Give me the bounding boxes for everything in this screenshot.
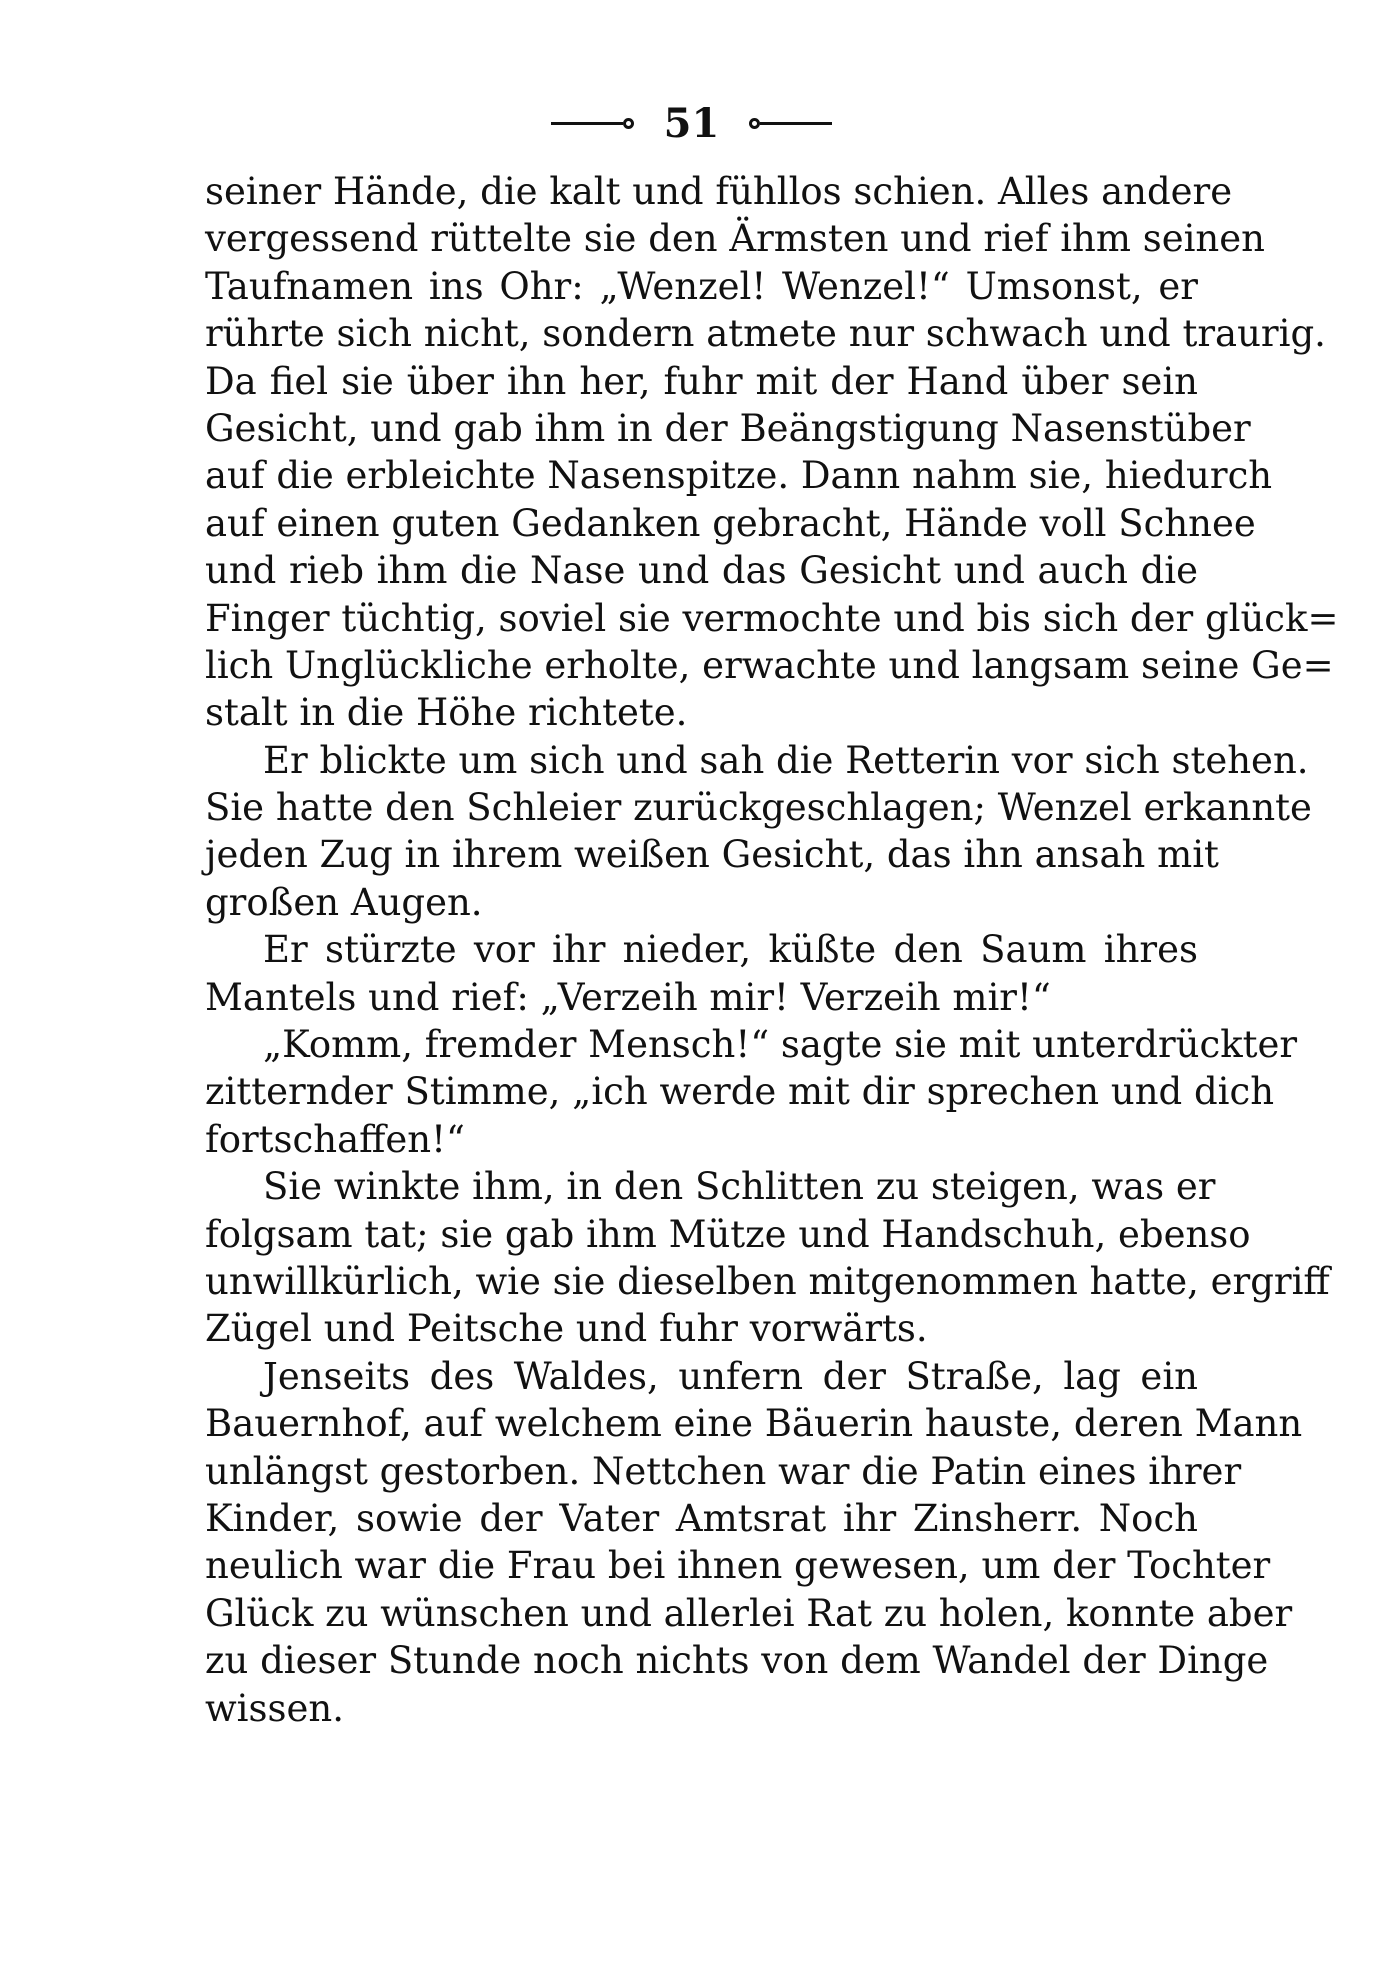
text-line: jeden Zug in ihrem weißen Gesicht, das ihn ansah mit — [205, 833, 1219, 877]
text-line: neulich war die Frau bei ihnen gewesen, um der Tochter — [205, 1544, 1271, 1588]
text-line: Er blickte um sich und sah die Retterin vor sich stehen. — [263, 738, 1309, 782]
text-line: seiner Hände, die kalt und fühllos schien. Alles andere — [205, 170, 1233, 213]
text-line: stalt in die Höhe richtete. — [205, 691, 688, 735]
text-line: Er stürzte vor ihr nieder, küßte den Saum ihres — [263, 928, 1198, 972]
text-line: Finger tüchtig, soviel sie vermochte und bis sich der glück= — [205, 596, 1339, 640]
text-line: „Komm, fremder Mensch!“ sagte sie mit unterdrückter — [263, 1023, 1298, 1067]
page-number: 51 — [663, 99, 720, 147]
text-line: Bauernhof, auf welchem eine Bäuerin hauste, deren Mann — [205, 1402, 1303, 1446]
text-line: lich Unglückliche erholte, erwachte und langsam seine Ge= — [205, 643, 1334, 687]
text-line: Jenseits des Waldes, unfern der Straße, lag ein — [263, 1354, 1198, 1398]
left-ornament — [551, 118, 634, 129]
text-line: Gesicht, und gab ihm in der Beängstigung Nasenstüber — [205, 406, 1251, 450]
text-line: Sie hatte den Schleier zurückgeschlagen; Wenzel erkannte — [205, 786, 1312, 830]
page-header — [0, 96, 1383, 150]
text-line: unwillkürlich, wie sie dieselben mitgenommen hatte, ergriff — [205, 1259, 1330, 1303]
text-line: Mantels und rief: „Verzeih mir! Verzeih mir!“ — [205, 975, 1051, 1019]
text-line: und rieb ihm die Nase und das Gesicht und auch die — [205, 549, 1198, 593]
text-line: rührte sich nicht, sondern atmete nur schwach und traurig. — [205, 312, 1326, 356]
text-line: auf die erbleichte Nasenspitze. Dann nahm sie, hiedurch — [205, 454, 1273, 498]
text-line: zu dieser Stunde noch nichts von dem Wandel der Dinge — [205, 1639, 1269, 1683]
text-line: Taufnamen ins Ohr: „Wenzel! Wenzel!“ Umsonst, er — [205, 264, 1198, 308]
text-line: Kinder, sowie der Vater Amtsrat ihr Zinsherr. Noch — [205, 1496, 1198, 1540]
text-line: auf einen guten Gedanken gebracht, Hände voll Schnee — [205, 501, 1256, 545]
text-line: Sie winkte ihm, in den Schlitten zu steigen, was er — [263, 1165, 1216, 1209]
text-line: zitternder Stimme, „ich werde mit dir sprechen und dich — [205, 1070, 1275, 1114]
text-line: unlängst gestorben. Nettchen war die Patin eines ihrer — [205, 1449, 1242, 1493]
text-line: Zügel und Peitsche und fuhr vorwärts. — [205, 1307, 928, 1351]
text-line: folgsam tat; sie gab ihm Mütze und Handschuh, ebenso — [205, 1212, 1251, 1256]
text-line: Da fiel sie über ihn her, fuhr mit der Hand über sein — [205, 359, 1198, 403]
body-text — [205, 168, 1339, 1732]
text-line: großen Augen. — [205, 880, 483, 924]
text-line: Glück zu wünschen und allerlei Rat zu holen, konnte aber — [205, 1591, 1293, 1635]
text-line: fortschaffen!“ — [205, 1117, 465, 1161]
text-line: vergessend rüttelte sie den Ärmsten und rief ihm seinen — [205, 217, 1265, 261]
right-ornament — [749, 118, 832, 129]
text-line: wissen. — [205, 1686, 344, 1730]
